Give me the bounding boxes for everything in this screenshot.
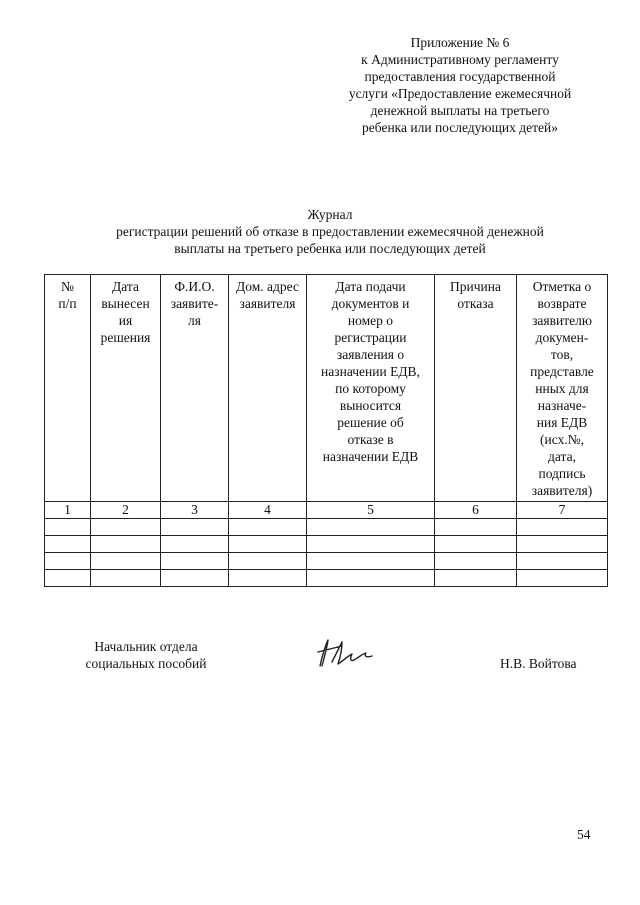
journal-heading: [40, 206, 620, 257]
column-header-line: ия: [118, 313, 133, 328]
table-cell: [435, 553, 517, 570]
column-header-line: дата,: [548, 449, 576, 464]
column-header-line: возврате: [537, 296, 587, 311]
column-header: [517, 275, 608, 502]
column-number: 2: [91, 502, 161, 519]
table-cell: [435, 519, 517, 536]
column-header: [229, 275, 307, 502]
table-cell: [517, 519, 608, 536]
table-cell: [307, 536, 435, 553]
table-cell: [161, 553, 229, 570]
column-header-line: документов и: [331, 296, 410, 311]
table-cell: [435, 536, 517, 553]
journal-subtitle-line: выплаты на третьего ребенка или последующих детей: [174, 241, 486, 256]
column-header-line: подпись: [538, 466, 586, 481]
column-header-line: выносится: [339, 398, 402, 413]
column-header: [435, 275, 517, 502]
column-header-line: Дата: [112, 279, 139, 294]
appendix-line: ребенка или последующих детей»: [362, 120, 558, 135]
column-header-line: назначении ЕДВ: [322, 449, 419, 464]
column-number: 3: [161, 502, 229, 519]
column-header-line: Дом. адрес: [236, 279, 299, 294]
column-number: 7: [517, 502, 608, 519]
table-cell: [91, 536, 161, 553]
table-cell: [161, 570, 229, 587]
column-header-line: по которому: [335, 381, 406, 396]
column-header-line: тов,: [550, 347, 574, 362]
table-cell: [229, 570, 307, 587]
table-cell: [307, 570, 435, 587]
column-header-line: заявителю: [532, 313, 592, 328]
handwritten-signature: [312, 636, 376, 670]
table-cell: [45, 536, 91, 553]
column-header-line: заявителя: [239, 296, 296, 311]
column-number-row: [45, 502, 608, 519]
column-header-line: номер о: [347, 313, 394, 328]
signature-title-line: Начальник отдела: [94, 639, 198, 654]
column-header-line: докумен-: [535, 330, 589, 345]
table-cell: [91, 570, 161, 587]
column-header-line: Дата подачи: [335, 279, 406, 294]
table-cell: [161, 519, 229, 536]
table-row: [45, 519, 608, 536]
journal-title: Журнал: [307, 207, 353, 222]
column-header-line: заявителя): [531, 483, 593, 498]
column-header-line: ля: [188, 313, 201, 328]
table-cell: [517, 570, 608, 587]
table-row: [45, 553, 608, 570]
appendix-line: Приложение № 6: [410, 35, 510, 50]
table-cell: [229, 536, 307, 553]
table-cell: [435, 570, 517, 587]
appendix-line: предоставления государственной: [364, 69, 556, 84]
appendix-line: к Административному регламенту: [361, 52, 559, 67]
table-cell: [45, 519, 91, 536]
column-header-line: решения: [100, 330, 151, 345]
column-header-line: отказе в: [347, 432, 394, 447]
column-header-line: заявите-: [170, 296, 219, 311]
table-cell: [45, 570, 91, 587]
table-cell: [229, 553, 307, 570]
table-cell: [45, 553, 91, 570]
column-number: 5: [307, 502, 435, 519]
table-row: [45, 570, 608, 587]
column-number: 1: [45, 502, 91, 519]
appendix-header: [330, 34, 590, 136]
table-row: [45, 536, 608, 553]
table-cell: [517, 536, 608, 553]
column-header-line: вынесен: [101, 296, 150, 311]
column-header: [307, 275, 435, 502]
column-header-line: назначении ЕДВ,: [321, 364, 420, 379]
table-cell: [229, 519, 307, 536]
column-header-line: Ф.И.О.: [174, 279, 215, 294]
table-cell: [517, 553, 608, 570]
column-header-line: Причина: [450, 279, 501, 294]
table-cell: [91, 519, 161, 536]
column-header-line: (исх.№,: [540, 432, 584, 447]
column-number: 6: [435, 502, 517, 519]
column-header: [45, 275, 91, 502]
signature-title: [66, 638, 226, 672]
page-number: 54: [577, 827, 591, 842]
column-header-line: нных для: [535, 381, 589, 396]
journal-table: [44, 274, 608, 587]
column-header-line: №: [61, 279, 74, 294]
column-header-line: п/п: [58, 296, 77, 311]
table-cell: [161, 536, 229, 553]
column-header-line: представле: [530, 364, 594, 379]
column-header-line: ния ЕДВ: [536, 415, 588, 430]
table-cell: [307, 553, 435, 570]
column-number: 4: [229, 502, 307, 519]
column-header-line: заявления о: [336, 347, 405, 362]
journal-subtitle-line: регистрации решений об отказе в предоставлении ежемесячной денежной: [116, 224, 544, 239]
table-header-row: [45, 275, 608, 502]
appendix-line: услуги «Предоставление ежемесячной: [348, 86, 572, 101]
table-cell: [307, 519, 435, 536]
column-header-line: назначе-: [537, 398, 587, 413]
column-header-line: Отметка о: [532, 279, 592, 294]
column-header: [161, 275, 229, 502]
signature-name: Н.В. Войтова: [500, 656, 577, 671]
column-header-line: решение об: [337, 415, 404, 430]
signature-title-line: социальных пособий: [85, 656, 207, 671]
column-header-line: отказа: [457, 296, 494, 311]
column-header-line: регистрации: [334, 330, 407, 345]
table-cell: [91, 553, 161, 570]
column-header: [91, 275, 161, 502]
table-body: [45, 502, 608, 587]
appendix-line: денежной выплаты на третьего: [370, 103, 550, 118]
